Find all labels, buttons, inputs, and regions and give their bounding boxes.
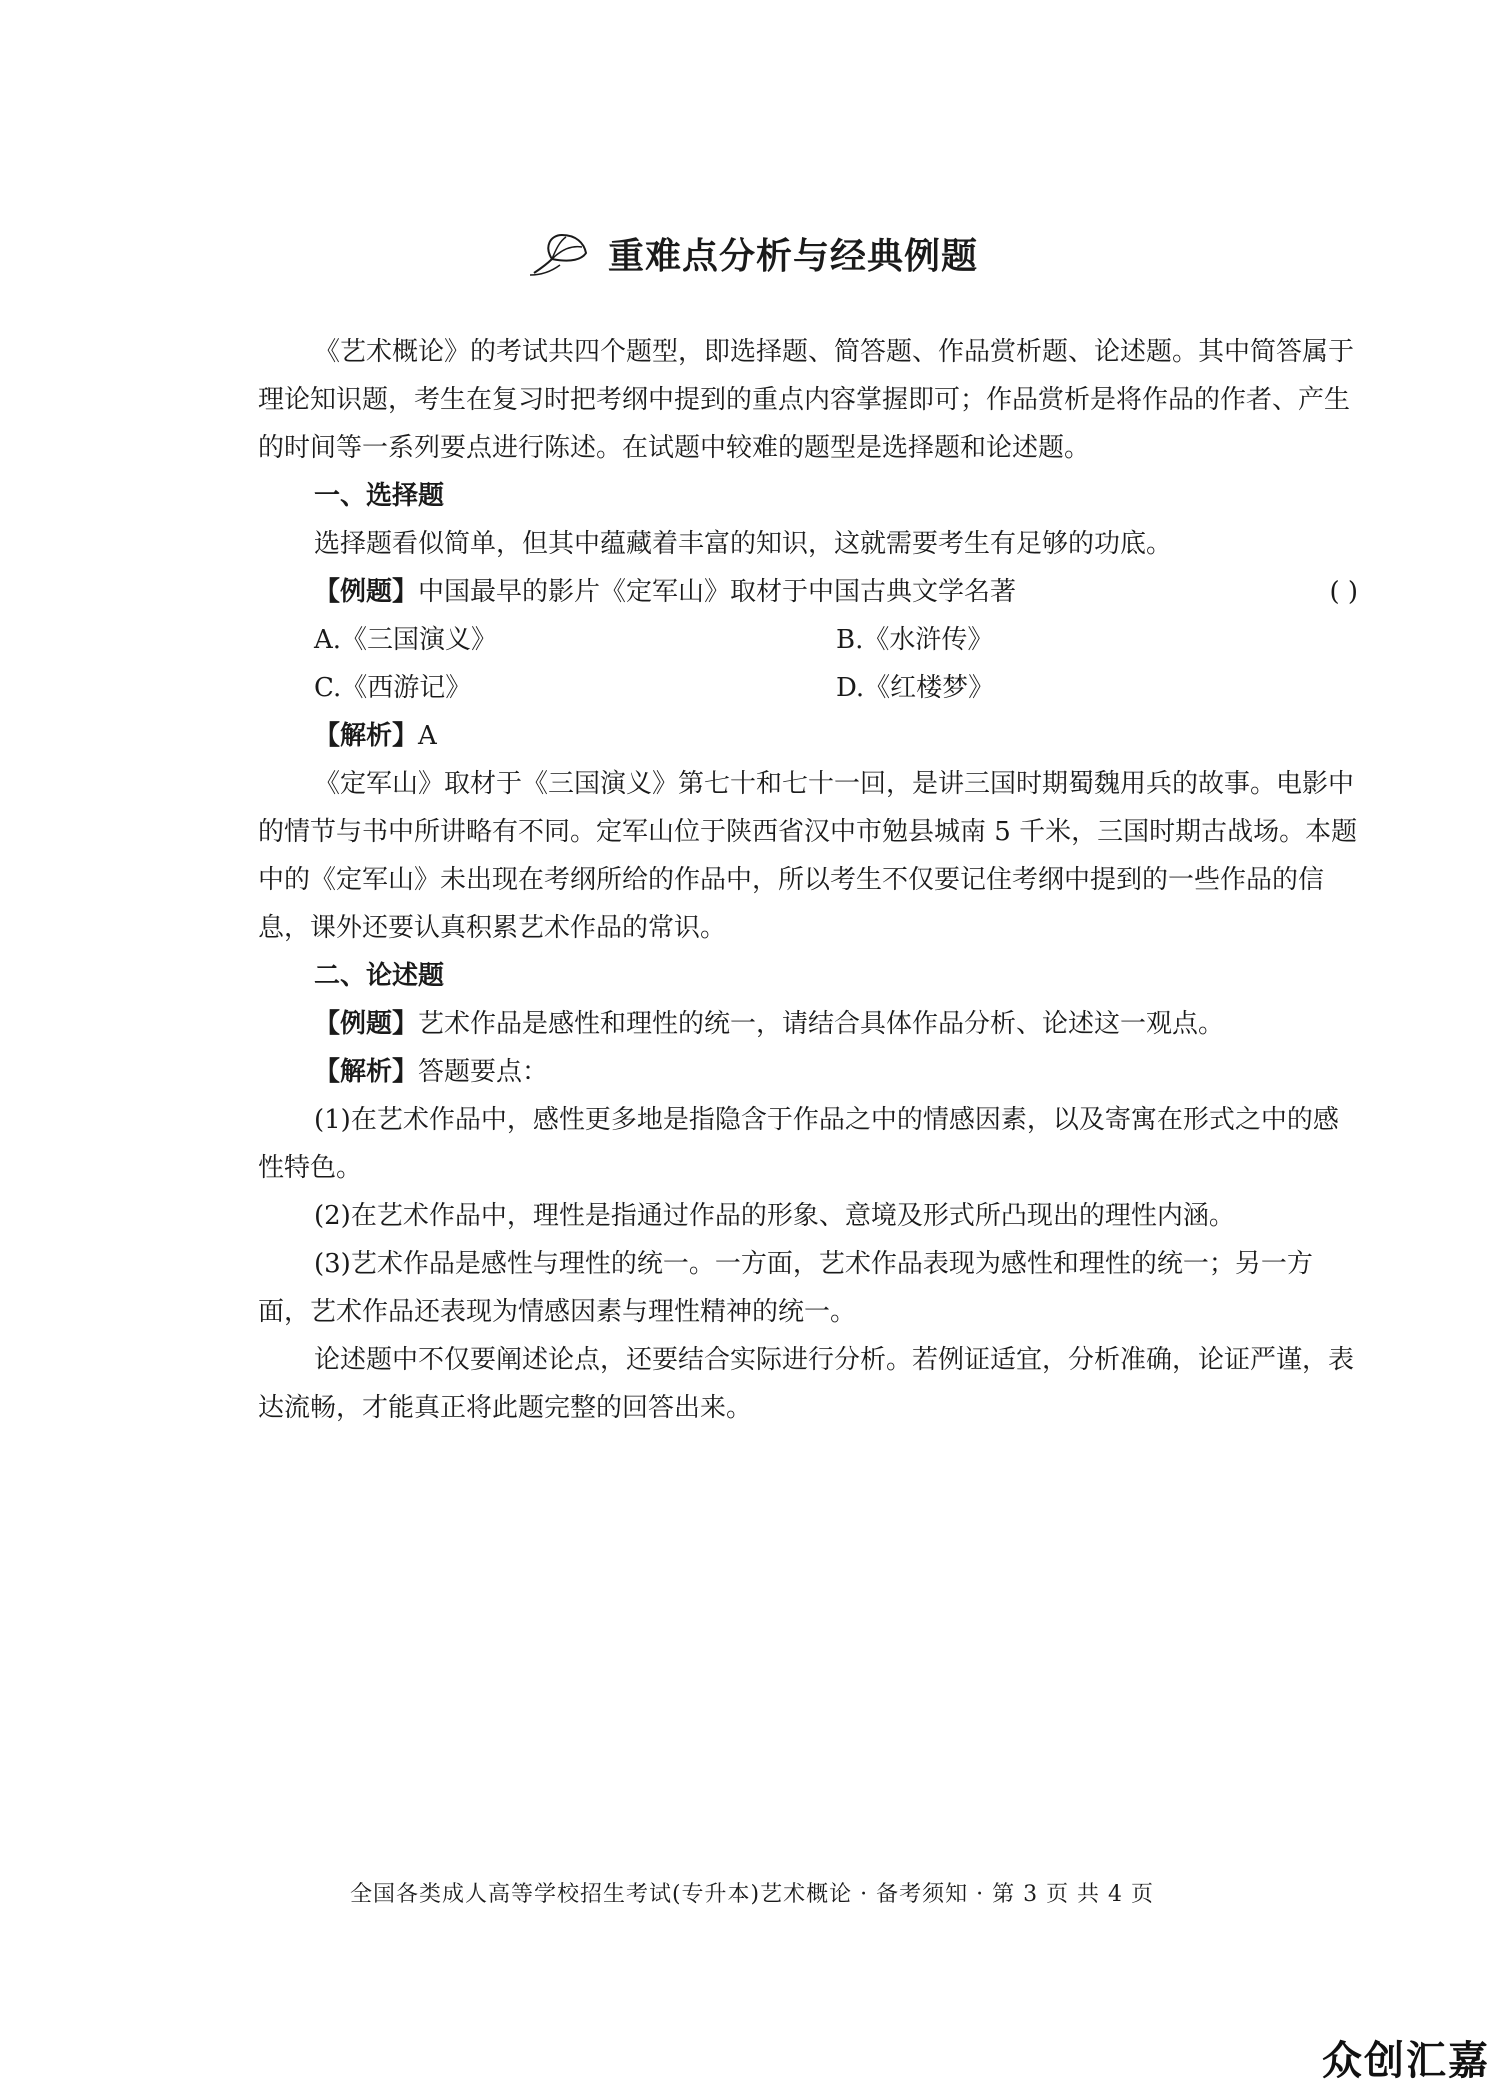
- options-row-1: [258, 616, 1358, 664]
- answer-blank: ( ): [1329, 577, 1358, 607]
- option-b: B.《水浒传》: [836, 625, 994, 655]
- closing-paragraph: 论述题中不仅要阐述论点，还要结合实际进行分析。若例证适宜，分析准确，论证严谨，表达流畅，才能真正将此题完整的回答出来。: [258, 1345, 1355, 1423]
- option-c: C.《西游记》: [314, 673, 472, 703]
- answer-point-1: (1)在艺术作品中，感性更多地是指隐含于作品之中的情感因素，以及寄寓在形式之中的感性特色。: [258, 1105, 1339, 1183]
- analysis-tag: 【解析】: [314, 1057, 419, 1087]
- analysis-paragraph: 《定军山》取材于《三国演义》第七十和七十一回，是讲三国时期蜀魏用兵的故事。电影中的情节与书中所讲略有不同。定军山位于陕西省汉中市勉县城南 5 千米，三国时期古战场。本题中的《定军山》未出现在考纲所给的作品中，所以考生不仅要记住考纲中提到的一些作品的信息，课外还要认真积累艺术作品的常识。: [258, 769, 1358, 943]
- option-a: A.《三国演义》: [314, 625, 498, 655]
- options-row-2: [258, 664, 1358, 712]
- essay-example-text: 艺术作品是感性和理性的统一，请结合具体作品分析、论述这一观点。: [418, 1009, 1225, 1039]
- choice-description: 选择题看似简单，但其中蕴藏着丰富的知识，这就需要考生有足够的功底。: [314, 529, 1173, 559]
- page-footer: 全国各类成人高等学校招生考试(专升本)艺术概论 · 备考须知 · 第 3 页 共 4 页: [349, 1882, 1155, 1907]
- option-d: D.《红楼梦》: [836, 673, 995, 703]
- analysis-answer: A: [418, 721, 437, 751]
- analysis-answer-line: [258, 712, 1358, 760]
- intro-paragraph: 《艺术概论》的考试共四个题型，即选择题、简答题、作品赏析题、论述题。其中简答属于理论知识题，考生在复习时把考纲中提到的重点内容掌握即可；作品赏析是将作品的作者、产生的时间等一系列要点进行陈述。在试题中较难的题型是选择题和论述题。: [258, 337, 1355, 463]
- main-content: [258, 328, 1358, 1432]
- section-heading-essay: 二、论述题: [314, 961, 445, 991]
- analysis-tag: 【解析】: [314, 721, 419, 751]
- answer-point-2: (2)在艺术作品中，理性是指通过作品的形象、意境及形式所凸现出的理性内涵。: [314, 1201, 1235, 1231]
- example-question: [258, 568, 1358, 616]
- section-title-bar: [0, 228, 1504, 279]
- page-title: 重难点分析与经典例题: [607, 236, 978, 277]
- answer-point-3: (3)艺术作品是感性与理性的统一。一方面，艺术作品表现为感性和理性的统一；另一方面，艺术作品还表现为情感因素与理性精神的统一。: [258, 1249, 1313, 1327]
- essay-analysis-lead: [258, 1048, 1358, 1096]
- example-tag: 【例题】: [314, 577, 419, 607]
- essay-example: [258, 1000, 1358, 1048]
- example-question-text: 中国最早的影片《定军山》取材于中国古典文学名著: [418, 577, 1017, 607]
- ginkgo-leaf-icon: [526, 229, 596, 279]
- watermark-logo: 众创汇嘉: [1322, 2038, 1490, 2084]
- section-heading-choice: 一、选择题: [314, 481, 445, 511]
- example-tag: 【例题】: [314, 1009, 419, 1039]
- analysis-lead-text: 答题要点：: [418, 1057, 549, 1087]
